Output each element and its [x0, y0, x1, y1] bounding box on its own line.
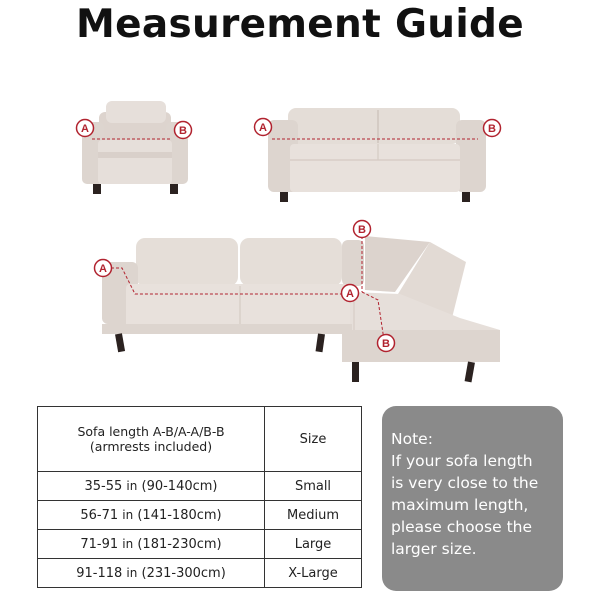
svg-text:B: B [179, 125, 187, 137]
header-size-cell: Size [265, 407, 362, 472]
armchair-image [82, 101, 188, 194]
marker-a-sofa [255, 119, 272, 136]
length-cm: (181-230cm) [137, 536, 222, 552]
marker-b-sectional-top [354, 221, 371, 238]
note-text-line: is very close to the [391, 474, 539, 492]
note-text-line: maximum length, [391, 496, 529, 514]
marker-a-armchair [77, 120, 94, 137]
length-unit: in [122, 536, 134, 551]
table-row [38, 559, 362, 588]
table-row [38, 472, 362, 501]
table-row [38, 530, 362, 559]
length-cell [38, 501, 265, 530]
length-cell [38, 559, 265, 588]
note-text-line: If your sofa length [391, 452, 533, 470]
sectional-sofa-image [102, 236, 500, 382]
size-cell: X-Large [265, 559, 362, 588]
marker-b-sectional-chaise [378, 335, 395, 352]
header-length-line2: (armrests included) [89, 439, 213, 454]
note-text-line: larger size. [391, 540, 477, 558]
svg-text:B: B [358, 224, 366, 236]
svg-text:B: B [382, 338, 390, 350]
svg-text:A: A [346, 288, 354, 300]
length-inches: 35-55 [84, 478, 123, 494]
length-inches: 56-71 [80, 507, 119, 523]
size-cell: Large [265, 530, 362, 559]
header-length-line1: Sofa length A-B/A-A/B-B [77, 424, 225, 439]
length-unit: in [126, 565, 138, 580]
marker-b-armchair [175, 122, 192, 139]
size-cell: Medium [265, 501, 362, 530]
marker-b-sofa [484, 120, 501, 137]
length-cm: (90-140cm) [141, 478, 218, 494]
marker-a-sectional-left [95, 260, 112, 277]
sofa-three-seat-image [268, 108, 486, 202]
svg-text:A: A [99, 263, 107, 275]
length-inches: 91-118 [76, 565, 123, 581]
length-cm: (141-180cm) [137, 507, 222, 523]
size-table-header [38, 407, 362, 472]
note-heading: Note: [391, 430, 433, 448]
length-unit: in [126, 478, 138, 493]
size-table [37, 406, 362, 588]
size-cell: Small [265, 472, 362, 501]
length-cm: (231-300cm) [141, 565, 226, 581]
marker-a-sectional-corner [342, 285, 359, 302]
length-cell [38, 472, 265, 501]
header-length-cell [38, 407, 265, 472]
length-cell [38, 530, 265, 559]
length-inches: 71-91 [80, 536, 119, 552]
table-row [38, 501, 362, 530]
note-text-line: please choose the [391, 518, 533, 536]
note-box [382, 406, 563, 591]
svg-text:A: A [81, 123, 89, 135]
svg-text:A: A [259, 122, 267, 134]
page-title: Measurement Guide [76, 2, 524, 47]
length-unit: in [122, 507, 134, 522]
svg-text:B: B [488, 123, 496, 135]
